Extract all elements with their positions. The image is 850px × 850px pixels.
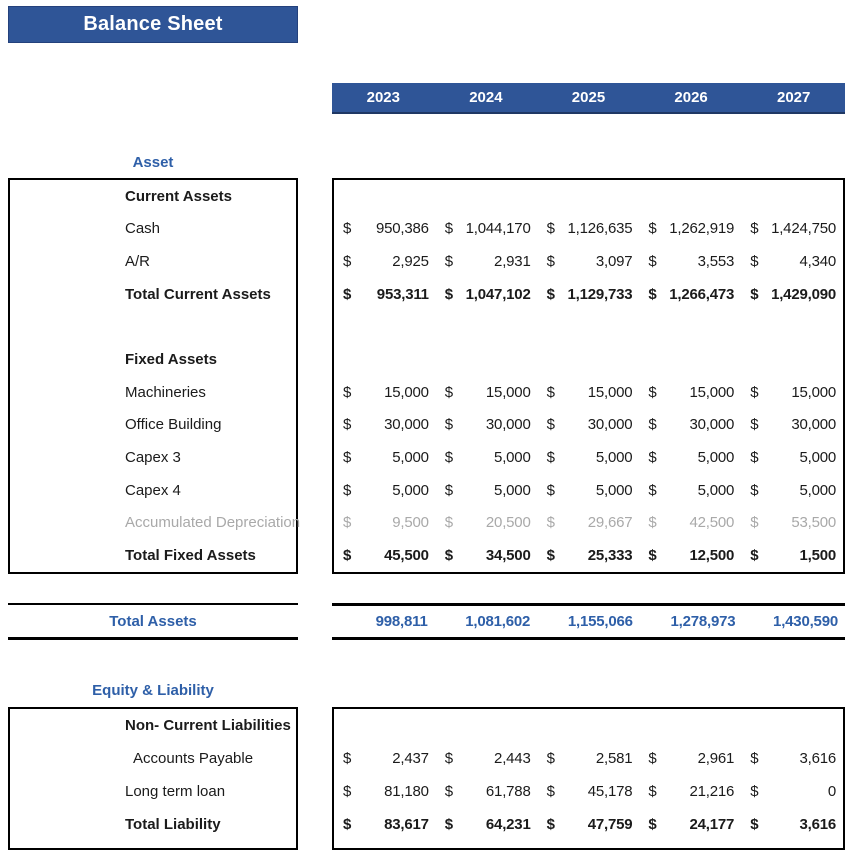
value-cell [538,507,640,540]
cell-value: 3,097 [595,253,633,271]
value-cell [538,441,640,474]
cell-value: 2,961 [697,750,735,767]
cell-value: 1,262,919 [669,220,735,238]
currency-symbol: $ [750,514,759,532]
value-cell [334,180,436,213]
currency-symbol: $ [750,220,759,238]
value-cell [538,343,640,376]
cell-value: 30,000 [384,416,429,434]
value-cell [741,245,843,278]
cell-value: 5,000 [697,481,735,499]
value-cell [741,709,843,742]
row-label-text: Long term loan [125,783,226,800]
currency-symbol: $ [546,816,555,833]
row-label-text: Cash [125,220,161,238]
cell-value: 15,000 [689,383,735,401]
row-label [10,709,296,742]
currency-symbol: $ [343,416,352,434]
value-row [334,507,843,540]
cell-value: 1,500 [799,547,836,565]
currency-symbol: $ [343,750,352,767]
year-header-row [332,83,845,114]
currency-symbol: $ [444,481,453,499]
row-label-text: Total Fixed Assets [125,547,256,565]
asset-section-heading: Asset [132,154,174,171]
value-cell [741,742,843,775]
cell-value: 15,000 [791,383,836,401]
value-cell [334,441,436,474]
cell-value: 81,180 [384,783,429,800]
report-title: Balance Sheet [83,13,223,35]
currency-symbol: $ [343,383,352,401]
year-header: 2025 [571,89,606,106]
value-cell [334,213,436,246]
row-label [10,507,300,540]
value-cell [741,507,843,540]
value-cell [334,539,436,572]
row-label-text: Non- Current Liabilities [125,717,291,734]
currency-symbol: $ [750,783,759,800]
value-cell [334,376,436,409]
value-cell [741,343,843,376]
value-cell [741,539,843,572]
value-cell [334,343,436,376]
cell-value: 950,386 [375,220,429,238]
value-cell [538,180,640,213]
cell-value: 15,000 [485,383,531,401]
currency-symbol: $ [648,750,657,767]
currency-symbol: $ [343,449,352,467]
row-label [10,245,300,278]
value-row [334,742,843,775]
row-label-text: Current Assets [125,187,232,205]
value-cell [538,474,640,507]
cell-value: 0 [827,783,836,800]
cell-value: 5,000 [392,481,429,499]
value-cell [538,245,640,278]
cell-value: 20,500 [485,514,531,532]
value-cell [334,709,436,742]
value-cell [436,441,538,474]
cell-value: 29,667 [587,514,633,532]
currency-symbol: $ [546,514,555,532]
value-cell [639,709,741,742]
value-cell [639,311,741,344]
cell-value: 5,000 [799,449,836,467]
cell-value: 5,000 [595,481,633,499]
value-cell [436,507,538,540]
cell-value: 30,000 [791,416,836,434]
value-cell [436,539,538,572]
value-cell [538,278,640,311]
cell-value: 5,000 [799,481,836,499]
row-label-text: Capex 4 [125,481,181,499]
value-cell [538,808,640,841]
value-row [334,376,843,409]
currency-symbol: $ [343,253,352,271]
currency-symbol: $ [648,783,657,800]
cell-value: 2,925 [392,253,429,271]
value-row [334,180,843,213]
cell-value: 1,429,090 [771,285,836,303]
row-label [10,474,300,507]
currency-symbol: $ [444,514,453,532]
value-cell [436,343,538,376]
currency-symbol: $ [648,449,657,467]
total-assets-value: 1,081,602 [465,613,531,630]
cell-value: 30,000 [587,416,633,434]
cell-value: 1,266,473 [669,285,735,303]
value-row [334,213,843,246]
row-label-text: Capex 3 [125,449,181,467]
currency-symbol: $ [444,383,453,401]
equity-liability-section-heading: Equity & Liability [92,682,214,699]
row-label-text: Fixed Assets [125,351,217,369]
cell-value: 25,333 [587,547,633,565]
total-assets-value: 1,155,066 [567,613,633,630]
currency-symbol: $ [546,220,555,238]
currency-symbol: $ [343,220,352,238]
value-cell [741,278,843,311]
value-cell [436,409,538,442]
row-label [10,775,296,808]
cell-value: 42,500 [689,514,735,532]
currency-symbol: $ [343,514,352,532]
currency-symbol: $ [444,750,453,767]
value-cell [639,808,741,841]
currency-symbol: $ [343,816,352,833]
value-cell [639,474,741,507]
cell-value: 47,759 [587,816,633,833]
currency-symbol: $ [546,253,555,271]
currency-symbol: $ [444,220,453,238]
value-cell [334,808,436,841]
value-cell [538,709,640,742]
value-cell [436,245,538,278]
year-header: 2023 [366,89,400,106]
cell-value: 2,581 [595,750,633,767]
cell-value: 5,000 [392,449,429,467]
currency-symbol: $ [648,253,657,271]
currency-symbol: $ [444,285,453,303]
currency-symbol: $ [750,816,759,833]
cell-value: 15,000 [587,383,633,401]
value-cell [741,409,843,442]
row-label-text: Accounts Payable [133,750,254,767]
value-row [334,245,843,278]
row-label [10,539,300,572]
currency-symbol: $ [546,547,555,565]
value-row [334,278,843,311]
value-row [334,311,843,344]
currency-symbol: $ [750,285,759,303]
cell-value: 30,000 [485,416,531,434]
value-cell [639,213,741,246]
year-header: 2027 [777,89,811,106]
value-cell [639,245,741,278]
row-label [10,213,300,246]
value-cell [639,539,741,572]
cell-value: 45,178 [587,783,633,800]
currency-symbol: $ [444,783,453,800]
value-cell [741,376,843,409]
value-cell [334,742,436,775]
currency-symbol: $ [750,253,759,271]
value-cell [538,311,640,344]
value-cell [741,180,843,213]
value-cell [334,409,436,442]
cell-value: 3,616 [799,750,836,767]
row-label [10,441,300,474]
currency-symbol: $ [546,481,555,499]
cell-value: 3,616 [799,816,836,833]
cell-value: 1,129,733 [567,285,633,303]
currency-symbol: $ [648,220,657,238]
total-assets-value: 998,811 [375,613,428,630]
currency-symbol: $ [444,449,453,467]
total-assets-values-row [332,603,845,640]
year-header: 2026 [674,89,708,106]
currency-symbol: $ [444,253,453,271]
value-cell [639,507,741,540]
value-cell [538,742,640,775]
value-cell [741,311,843,344]
currency-symbol: $ [343,481,352,499]
currency-symbol: $ [648,547,657,565]
value-cell [538,539,640,572]
value-cell [741,474,843,507]
value-cell [436,808,538,841]
currency-symbol: $ [750,383,759,401]
cell-value: 5,000 [697,449,735,467]
value-cell [436,376,538,409]
currency-symbol: $ [648,514,657,532]
row-label [10,180,300,213]
value-cell [639,180,741,213]
value-cell [639,775,741,808]
row-label [10,409,300,442]
cell-value: 83,617 [384,816,429,833]
currency-symbol: $ [648,481,657,499]
cell-value: 61,788 [485,783,531,800]
value-cell [538,376,640,409]
currency-symbol: $ [546,783,555,800]
currency-symbol: $ [750,547,759,565]
value-cell [741,775,843,808]
asset-values-box [332,178,845,574]
row-label [10,278,300,311]
report-title-banner [8,6,298,43]
total-assets-value: 1,278,973 [670,613,736,630]
cell-value: 1,126,635 [567,220,633,238]
liability-labels-box [8,707,298,850]
currency-symbol: $ [546,416,555,434]
row-label-text: A/R [125,253,151,271]
currency-symbol: $ [444,547,453,565]
value-cell [436,709,538,742]
cell-value: 53,500 [791,514,836,532]
cell-value: 4,340 [799,253,836,271]
row-label-text: Total Current Assets [125,285,271,303]
value-row [334,709,843,742]
liability-values-box [332,707,845,850]
cell-value: 3,553 [697,253,735,271]
row-label [10,376,300,409]
value-row [334,441,843,474]
currency-symbol: $ [648,285,657,303]
row-label [10,311,300,344]
value-cell [436,213,538,246]
currency-symbol: $ [343,285,352,303]
value-cell [538,213,640,246]
currency-symbol: $ [546,383,555,401]
cell-value: 21,216 [689,783,735,800]
currency-symbol: $ [750,481,759,499]
row-label-text: Machineries [125,383,206,401]
value-cell [639,343,741,376]
value-row [334,409,843,442]
value-row [334,808,843,841]
currency-symbol: $ [750,449,759,467]
value-cell [538,409,640,442]
value-row [334,775,843,808]
currency-symbol: $ [750,750,759,767]
cell-value: 2,437 [392,750,429,767]
currency-symbol: $ [444,416,453,434]
currency-symbol: $ [343,783,352,800]
cell-value: 45,500 [384,547,429,565]
currency-symbol: $ [546,750,555,767]
cell-value: 64,231 [485,816,531,833]
cell-value: 1,044,170 [465,220,531,238]
value-cell [334,474,436,507]
currency-symbol: $ [648,416,657,434]
value-cell [639,441,741,474]
value-cell [741,808,843,841]
cell-value: 30,000 [689,416,735,434]
currency-symbol: $ [750,416,759,434]
cell-value: 15,000 [384,383,429,401]
cell-value: 9,500 [392,514,429,532]
value-row [334,343,843,376]
cell-value: 2,443 [494,750,531,767]
value-cell [538,775,640,808]
value-cell [436,311,538,344]
total-assets-label: Total Assets [8,603,298,640]
cell-value: 5,000 [494,481,531,499]
currency-symbol: $ [546,449,555,467]
row-label [10,343,300,376]
value-cell [741,213,843,246]
cell-value: 1,047,102 [465,285,531,303]
row-label [10,808,296,841]
asset-labels-box [8,178,301,574]
value-cell [741,441,843,474]
row-label-text: Accumulated Depreciation [125,514,301,532]
value-cell [334,245,436,278]
value-cell [639,409,741,442]
currency-symbol: $ [343,547,352,565]
year-header: 2024 [469,89,503,106]
cell-value: 953,311 [376,285,429,303]
value-cell [334,775,436,808]
value-cell [639,376,741,409]
currency-symbol: $ [648,816,657,833]
row-label-text: Total Liability [125,816,221,833]
cell-value: 12,500 [689,547,735,565]
value-cell [436,775,538,808]
value-cell [334,507,436,540]
value-cell [639,742,741,775]
value-cell [334,278,436,311]
cell-value: 2,931 [494,253,531,271]
cell-value: 5,000 [494,449,531,467]
cell-value: 1,424,750 [771,220,836,238]
row-label-text: Office Building [125,416,222,434]
value-cell [436,278,538,311]
value-cell [436,742,538,775]
value-cell [334,311,436,344]
value-row [334,539,843,572]
value-row [334,474,843,507]
value-cell [436,474,538,507]
cell-value: 34,500 [485,547,531,565]
currency-symbol: $ [648,383,657,401]
row-label [10,742,296,775]
value-cell [639,278,741,311]
cell-value: 5,000 [595,449,633,467]
total-assets-value: 1,430,590 [773,613,838,630]
currency-symbol: $ [444,816,453,833]
value-cell [436,180,538,213]
cell-value: 24,177 [689,816,735,833]
currency-symbol: $ [546,285,555,303]
